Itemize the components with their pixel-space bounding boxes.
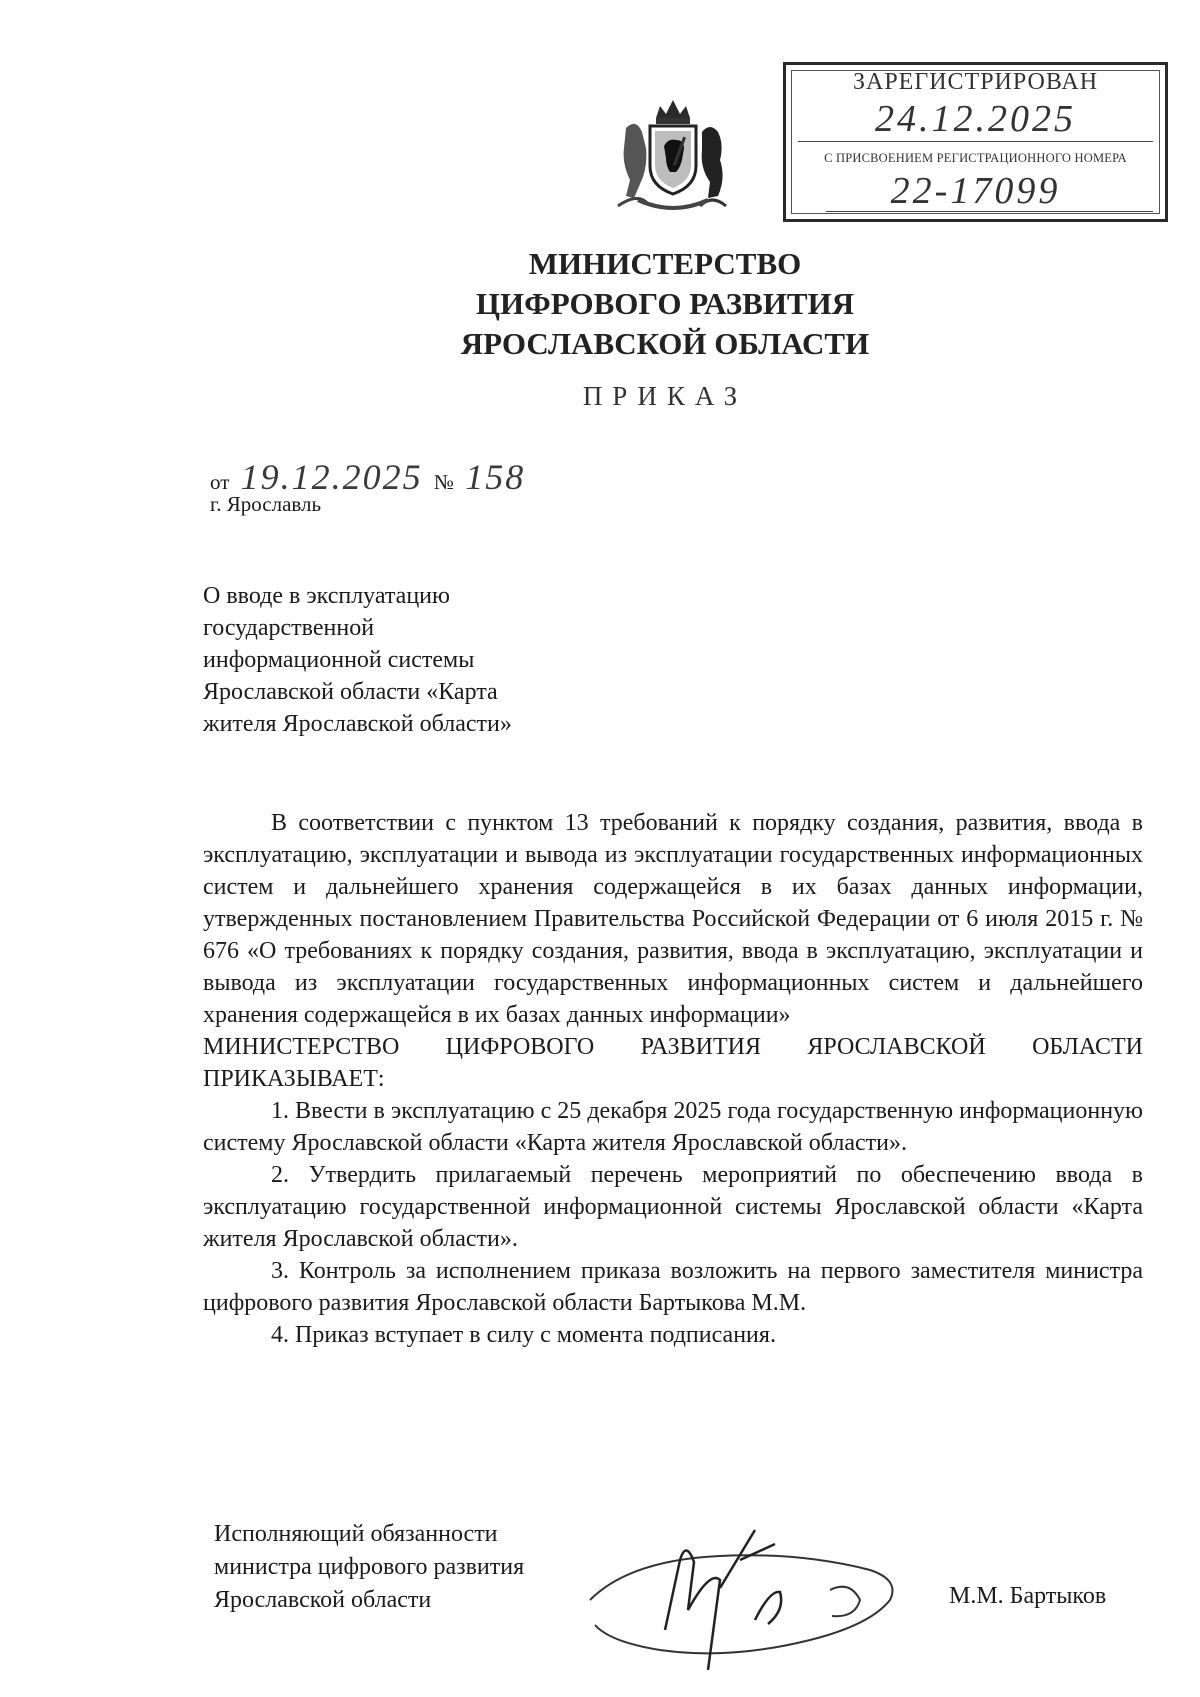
- order-city: г. Ярославль: [210, 492, 322, 516]
- stamp-underline: [826, 211, 1153, 212]
- stamp-divider: [798, 141, 1153, 142]
- stamp-registration-number: 22-17099: [890, 170, 1061, 212]
- stamp-date: 24.12.2025: [875, 98, 1076, 140]
- order-number: 158: [465, 457, 526, 497]
- coat-of-arms-icon: [608, 88, 738, 218]
- order-subject: [203, 580, 583, 740]
- ministry-heading: [0, 244, 1200, 364]
- handwritten-signature-icon: [570, 1500, 910, 1690]
- order-item-4: 4. Приказ вступает в силу с момента подписания.: [271, 1322, 776, 1348]
- subject-line: информационной системы: [203, 647, 475, 673]
- stamp-subtitle: С ПРИСВОЕНИЕМ РЕГИСТРАЦИОННОГО НОМЕРА: [824, 151, 1127, 165]
- order-date: 19.12.2025: [240, 457, 423, 497]
- order-item-1: 1. Ввести в эксплуатацию с 25 декабря 2025 года государственную информационную систему Ярославской области «Карта жителя Ярославской области».: [203, 1098, 1143, 1156]
- subject-line: жителя Ярославской области»: [203, 711, 512, 737]
- ministry-line-3: ЯРОСЛАВСКОЙ ОБЛАСТИ: [460, 326, 870, 361]
- number-label: №: [433, 470, 454, 494]
- ministry-line-1: МИНИСТЕРСТВО: [528, 246, 802, 281]
- signatory-name: М.М. Бартыков: [949, 1583, 1107, 1609]
- ministry-line-2: ЦИФРОВОГО РАЗВИТИЯ: [475, 286, 855, 321]
- position-line: Ярославской области: [214, 1587, 432, 1613]
- subject-line: государственной: [203, 615, 375, 641]
- order-body: [203, 807, 1143, 1351]
- subject-line: О вводе в эксплуатацию: [203, 583, 450, 609]
- preamble-paragraph: В соответствии с пунктом 13 требований к порядку создания, развития, ввода в эксплуатацию, эксплуатации и вывода из эксплуатации государственных информационных систем и дальнейшего хранения содержащейся в их базах данных информации, утвержденных постановлением Правительства Российской Федерации от 6 июля 2015 г. № 676 «О требованиях к порядку создания, развития, ввода в эксплуатацию, эксплуатации и вывода из эксплуатации государственных информационных систем и дальнейшего хранения содержащейся в их базах данных информации»: [203, 810, 1143, 1028]
- stamp-title: ЗАРЕГИСТРИРОВАН: [852, 69, 1099, 95]
- order-item-3: 3. Контроль за исполнением приказа возложить на первого заместителя министра цифрового развития Ярославской области Бартыкова М.М.: [203, 1258, 1143, 1316]
- position-line: Исполняющий обязанности: [214, 1521, 498, 1547]
- order-item-2: 2. Утвердить прилагаемый перечень мероприятий по обеспечению ввода в эксплуатацию государственной информационной системы Ярославской области «Карта жителя Ярославской области».: [203, 1162, 1143, 1252]
- orders-statement: МИНИСТЕРСТВО ЦИФРОВОГО РАЗВИТИЯ ЯРОСЛАВСКОЙ ОБЛАСТИ ПРИКАЗЫВАЕТ:: [203, 1034, 1143, 1092]
- position-line: министра цифрового развития: [214, 1554, 525, 1580]
- document-type-title: ПРИКАЗ: [582, 381, 748, 411]
- subject-line: Ярославской области «Карта: [203, 679, 498, 705]
- from-label: от: [210, 470, 230, 494]
- registration-stamp: [783, 62, 1168, 222]
